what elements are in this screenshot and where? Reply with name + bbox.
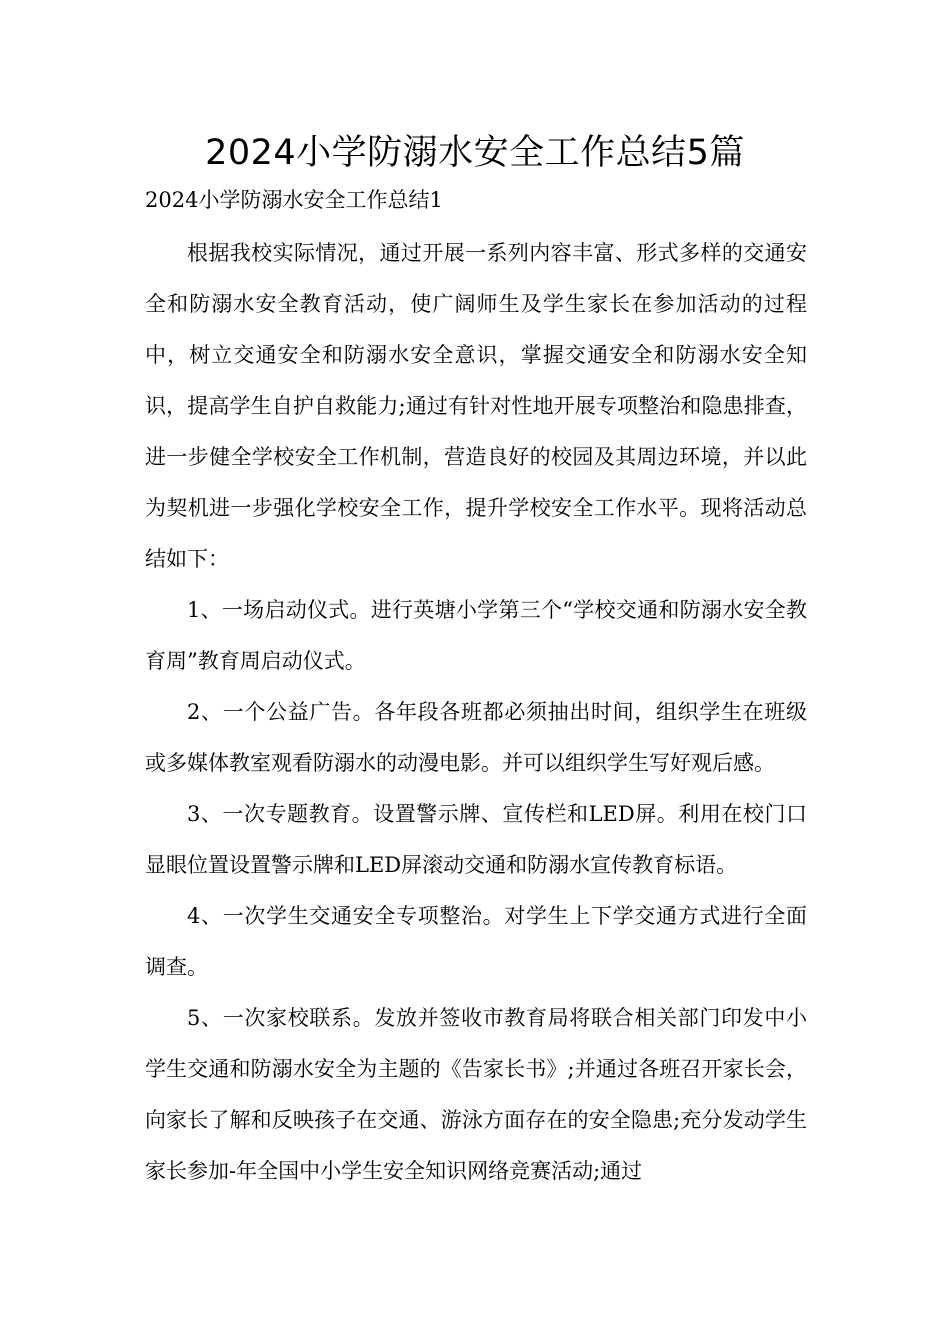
- document-title: 2024小学防溺水安全工作总结5篇: [205, 133, 745, 173]
- paragraph-item-5: 5、一次家校联系。发放并签收市教育局将联合相关部门印发中小学生交通和防溺水安全为主题的《告家长书》;并通过各班召开家长会，向家长了解和反映孩子在交通、游泳方面存在的安全隐患;充分发动学生家长参加-年全国中小学生安全知识网络竞赛活动;通过: [145, 1006, 807, 1183]
- paragraph-item-3: 3、一次专题教育。设置警示牌、宣传栏和LED屏。利用在校门口显眼位置设置警示牌和LED屏滚动交通和防溺水宣传教育标语。: [145, 802, 807, 877]
- paragraph-item-4: 4、一次学生交通安全专项整治。对学生上下学交通方式进行全面调查。: [145, 904, 807, 979]
- paragraph-intro: 根据我校实际情况，通过开展一系列内容丰富、形式多样的交通安全和防溺水安全教育活动，使广阔师生及学生家长在参加活动的过程中，树立交通安全和防溺水安全意识，掌握交通安全和防溺水安全知识，提高学生自护自救能力;通过有针对性地开展专项整治和隐患排查，进一步健全学校安全工作机制，营造良好的校园及其周边环境，并以此为契机进一步强化学校安全工作，提升学校安全工作水平。现将活动总结如下：: [145, 241, 807, 571]
- section-heading: 2024小学防溺水安全工作总结1: [145, 188, 443, 212]
- paragraph-item-2: 2、一个公益广告。各年段各班都必须抽出时间，组织学生在班级或多媒体教室观看防溺水的动漫电影。并可以组织学生写好观后感。: [145, 700, 807, 775]
- paragraph-item-1: 1、一场启动仪式。进行英塘小学第三个“学校交通和防溺水安全教育周”教育周启动仪式。: [145, 598, 807, 673]
- document-body: [145, 228, 807, 1197]
